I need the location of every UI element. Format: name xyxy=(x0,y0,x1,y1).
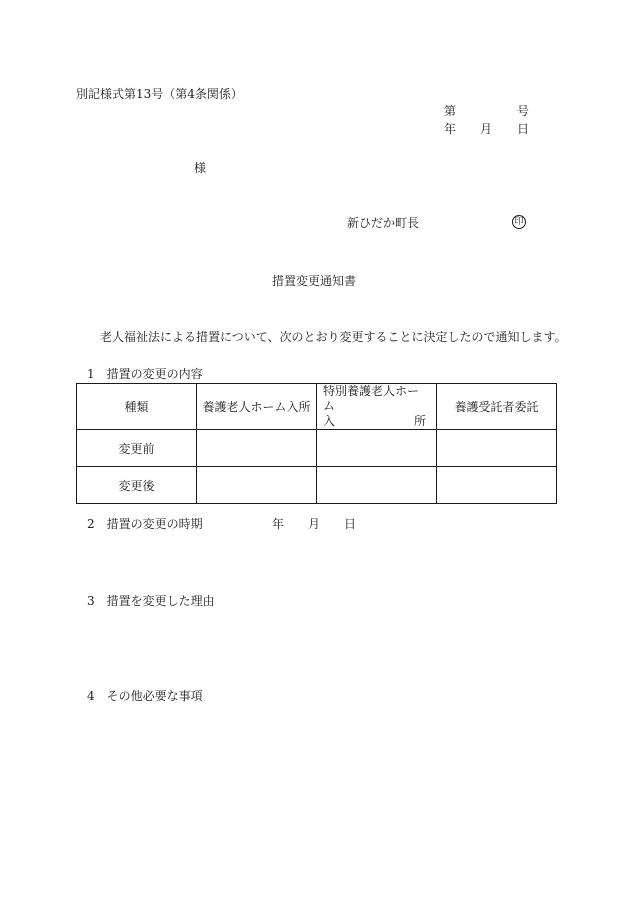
section-3-heading: 3 措置を変更した理由 xyxy=(87,594,215,608)
changes-table xyxy=(76,383,557,504)
table-row xyxy=(77,430,557,467)
row-label-before: 変更前 xyxy=(77,430,197,467)
header-nursing-home-admission: 養護老人ホーム入所 xyxy=(197,384,317,430)
change-date-month: 月 xyxy=(308,517,321,531)
seal-mark: 印 xyxy=(512,215,526,229)
section-1-heading: 1 措置の変更の内容 xyxy=(87,367,203,381)
header-col2-char-a: 入 xyxy=(323,414,336,428)
change-date-year: 年 xyxy=(272,517,285,531)
issue-date-month: 月 xyxy=(480,122,493,136)
header-col2-char-b: 所 xyxy=(413,414,426,428)
section-2-heading: 2 措置の変更の時期 xyxy=(87,517,203,531)
row-label-after: 変更後 xyxy=(77,467,197,504)
form-number: 別記様式第13号（第4条関係） xyxy=(76,87,243,101)
table-header-row xyxy=(77,384,557,430)
table-cell xyxy=(197,467,317,504)
addressee-suffix: 様 xyxy=(194,161,207,175)
table-cell xyxy=(197,430,317,467)
issue-number-prefix: 第 xyxy=(444,104,457,118)
issue-number-suffix: 号 xyxy=(517,104,530,118)
issue-date-year: 年 xyxy=(444,122,457,136)
section-4-heading: 4 その他必要な事項 xyxy=(87,689,203,703)
document-title: 措置変更通知書 xyxy=(272,274,357,288)
change-date-day: 日 xyxy=(344,517,357,531)
header-care-consignment: 養護受託者委託 xyxy=(437,384,557,430)
table-cell xyxy=(317,467,437,504)
table-cell xyxy=(317,430,437,467)
header-type: 種類 xyxy=(77,384,197,430)
table-cell xyxy=(437,467,557,504)
issuer-name: 新ひだか町長 xyxy=(347,216,420,230)
table-row xyxy=(77,467,557,504)
body-text: 老人福祉法による措置について、次のとおり変更することに決定したので通知します。 xyxy=(100,330,567,344)
header-col2-line1: 特別養護老人ホーム xyxy=(323,384,420,413)
issue-date-day: 日 xyxy=(517,122,530,136)
header-special-nursing-home-admission xyxy=(317,384,437,430)
table-cell xyxy=(437,430,557,467)
